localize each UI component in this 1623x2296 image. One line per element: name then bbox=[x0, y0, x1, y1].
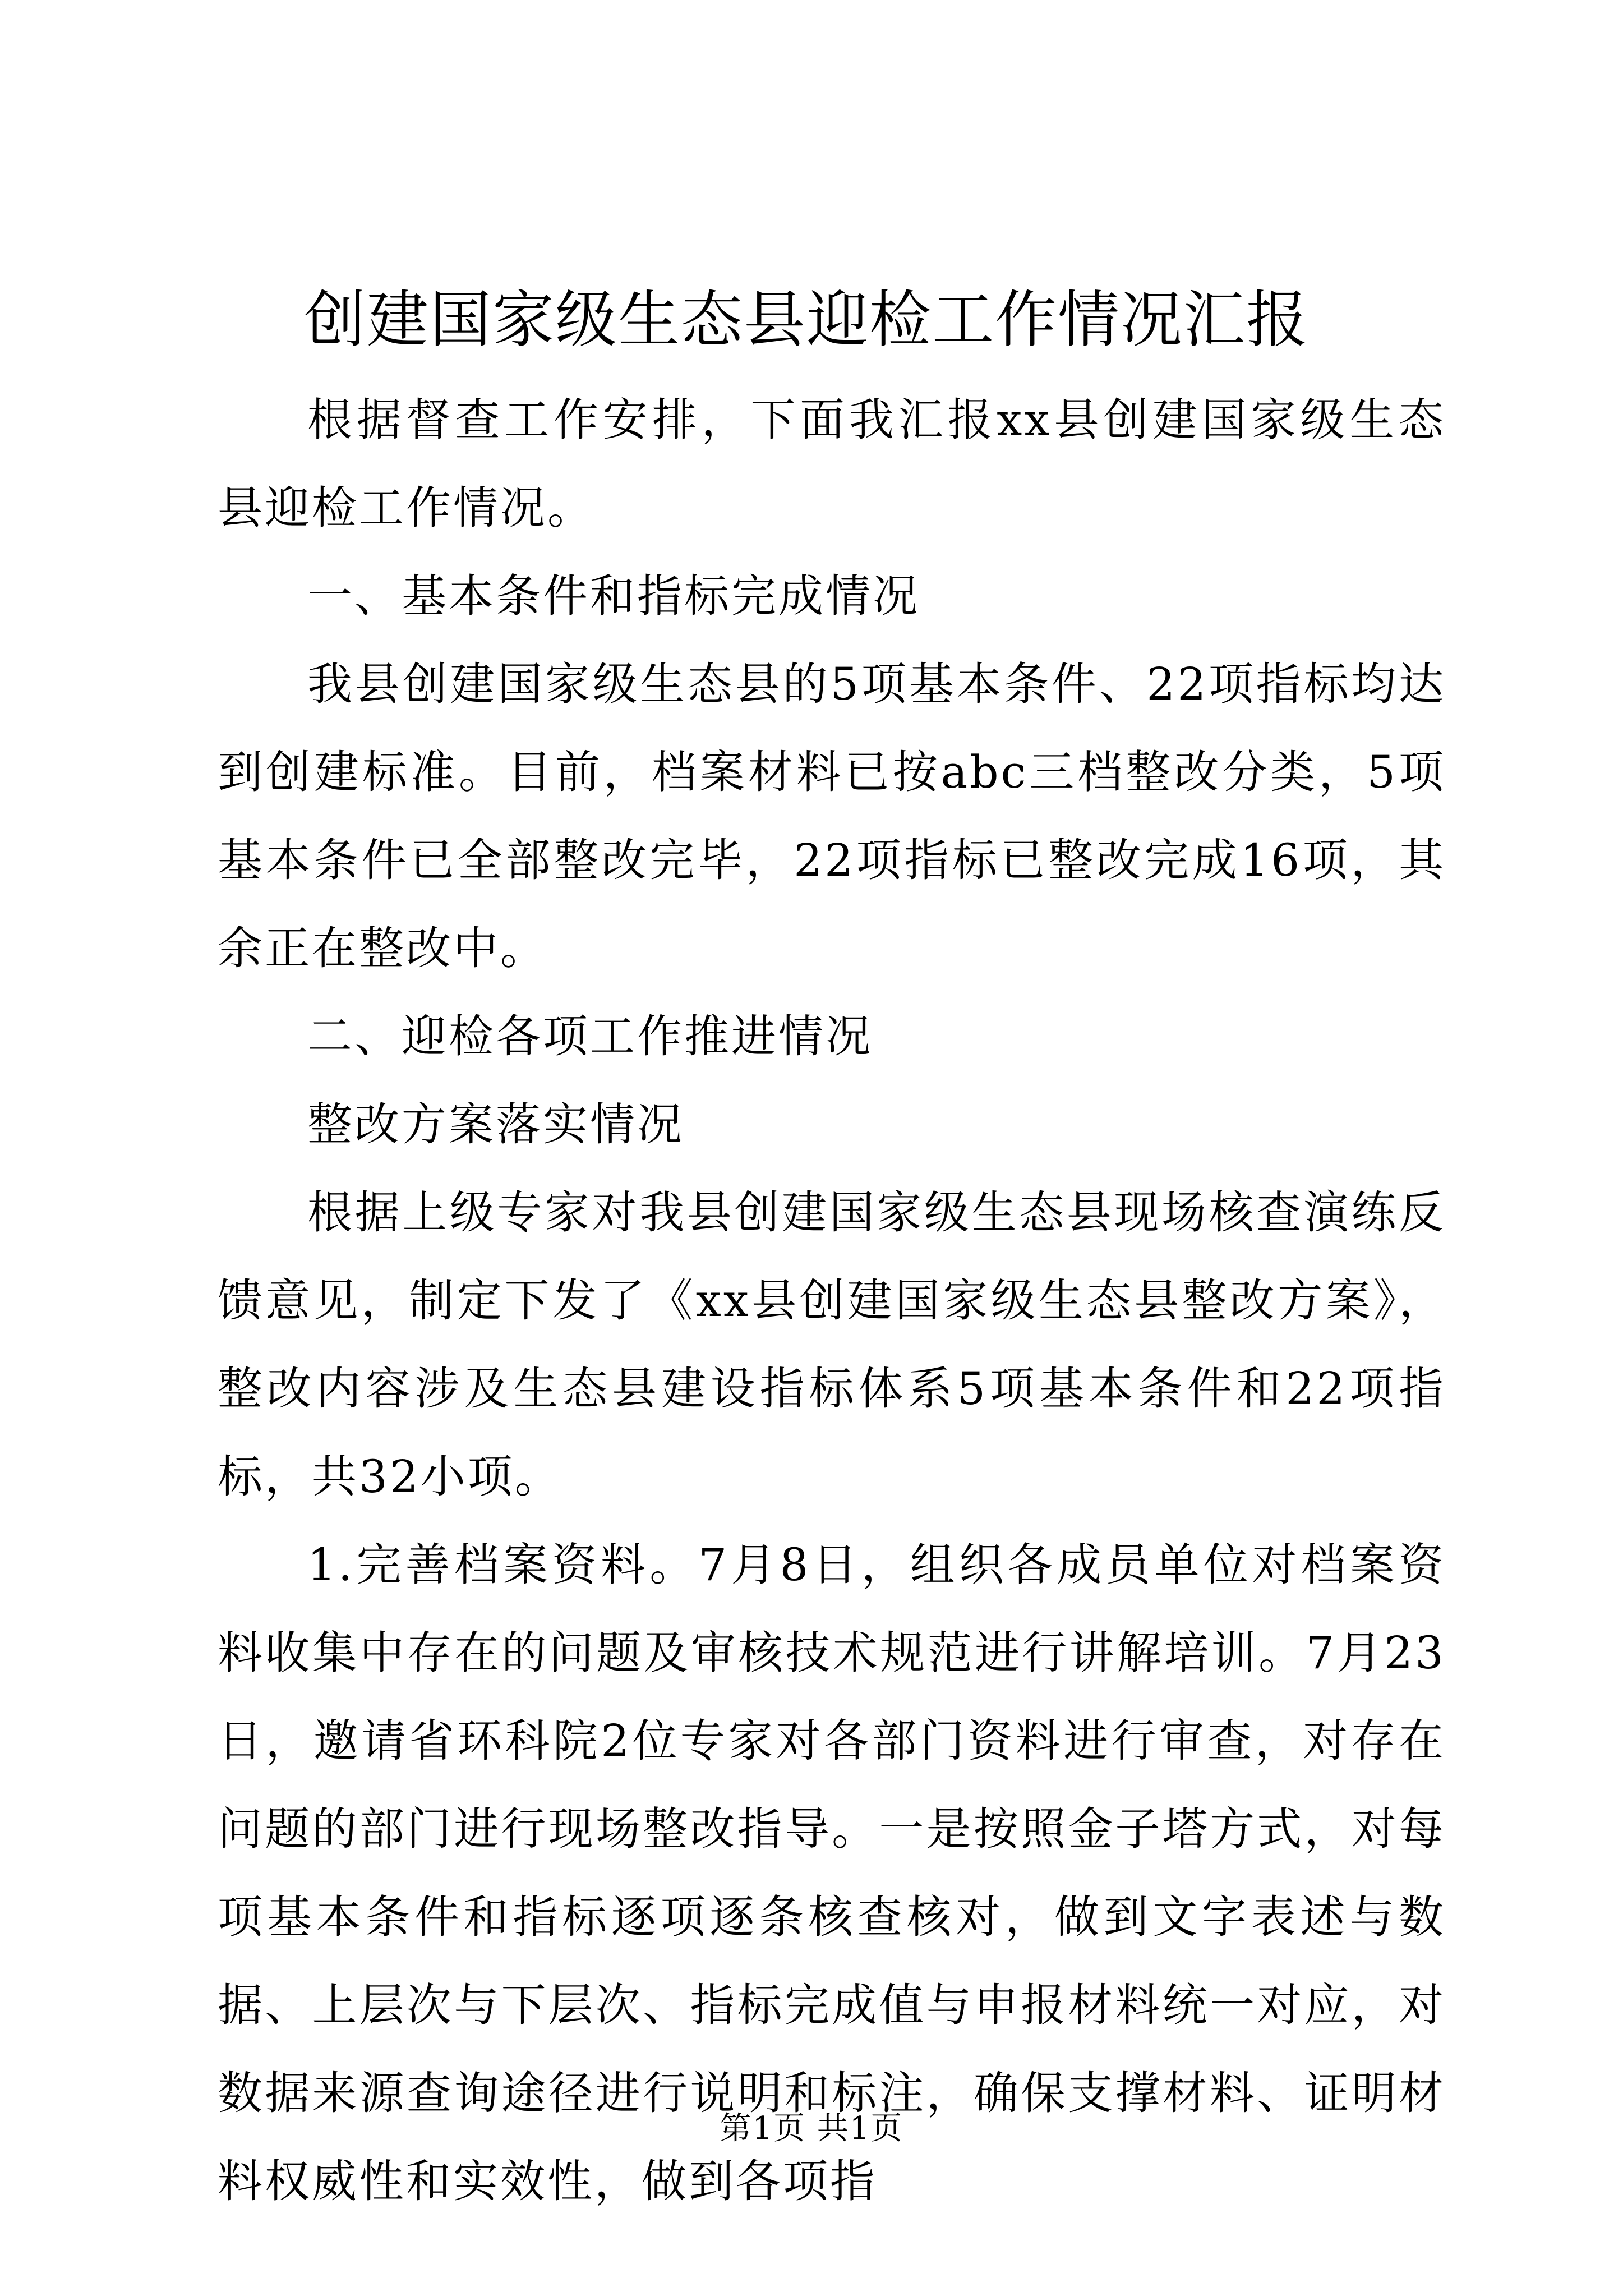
document-title: 创建国家级生态县迎检工作情况汇报 bbox=[304, 284, 1309, 356]
heading-section-1: 一、基本条件和指标完成情况 bbox=[307, 570, 920, 622]
page-footer: 第1页 共1页 bbox=[720, 2110, 903, 2147]
paragraph-rectification-plan: 根据上级专家对我县创建国家级生态县现场核查演练反馈意见，制定下发了《xx县创建国家级生态县整改方案》，整改内容涉及生态县建设指标体系5项基本条件和22项指标，共32小项。 bbox=[218, 1186, 1446, 1503]
paragraph-basic-conditions: 我县创建国家级生态县的5项基本条件、22项指标均达到创建标准。目前，档案材料已按abc三档整改分类，5项基本条件已全部整改完毕，22项指标已整改完成16项，其余正在整改中。 bbox=[218, 658, 1446, 974]
document-body bbox=[218, 376, 1446, 2225]
subheading-rectification-plan: 整改方案落实情况 bbox=[307, 1098, 684, 1151]
paragraph-intro: 根据督查工作安排，下面我汇报xx县创建国家级生态县迎检工作情况。 bbox=[218, 394, 1446, 534]
paragraph-archive-improvement: 1.完善档案资料。7月8日，组织各成员单位对档案资料收集中存在的问题及审核技术规范进行讲解培训。7月23日，邀请省环科院2位专家对各部门资料进行审查，对存在问题的部门进行现场整改指导。一是按照金子塔方式，对每项基本条件和指标逐项逐条核查核对，做到文字表述与数据、上层次与下层次、指标完成值与申报材料统一对应，对数据来源查询途径进行说明和标注，确保支撑材料、证明材料权威性和实效性，做到各项指 bbox=[218, 1539, 1446, 2207]
heading-section-2: 二、迎检各项工作推进情况 bbox=[307, 1010, 873, 1062]
